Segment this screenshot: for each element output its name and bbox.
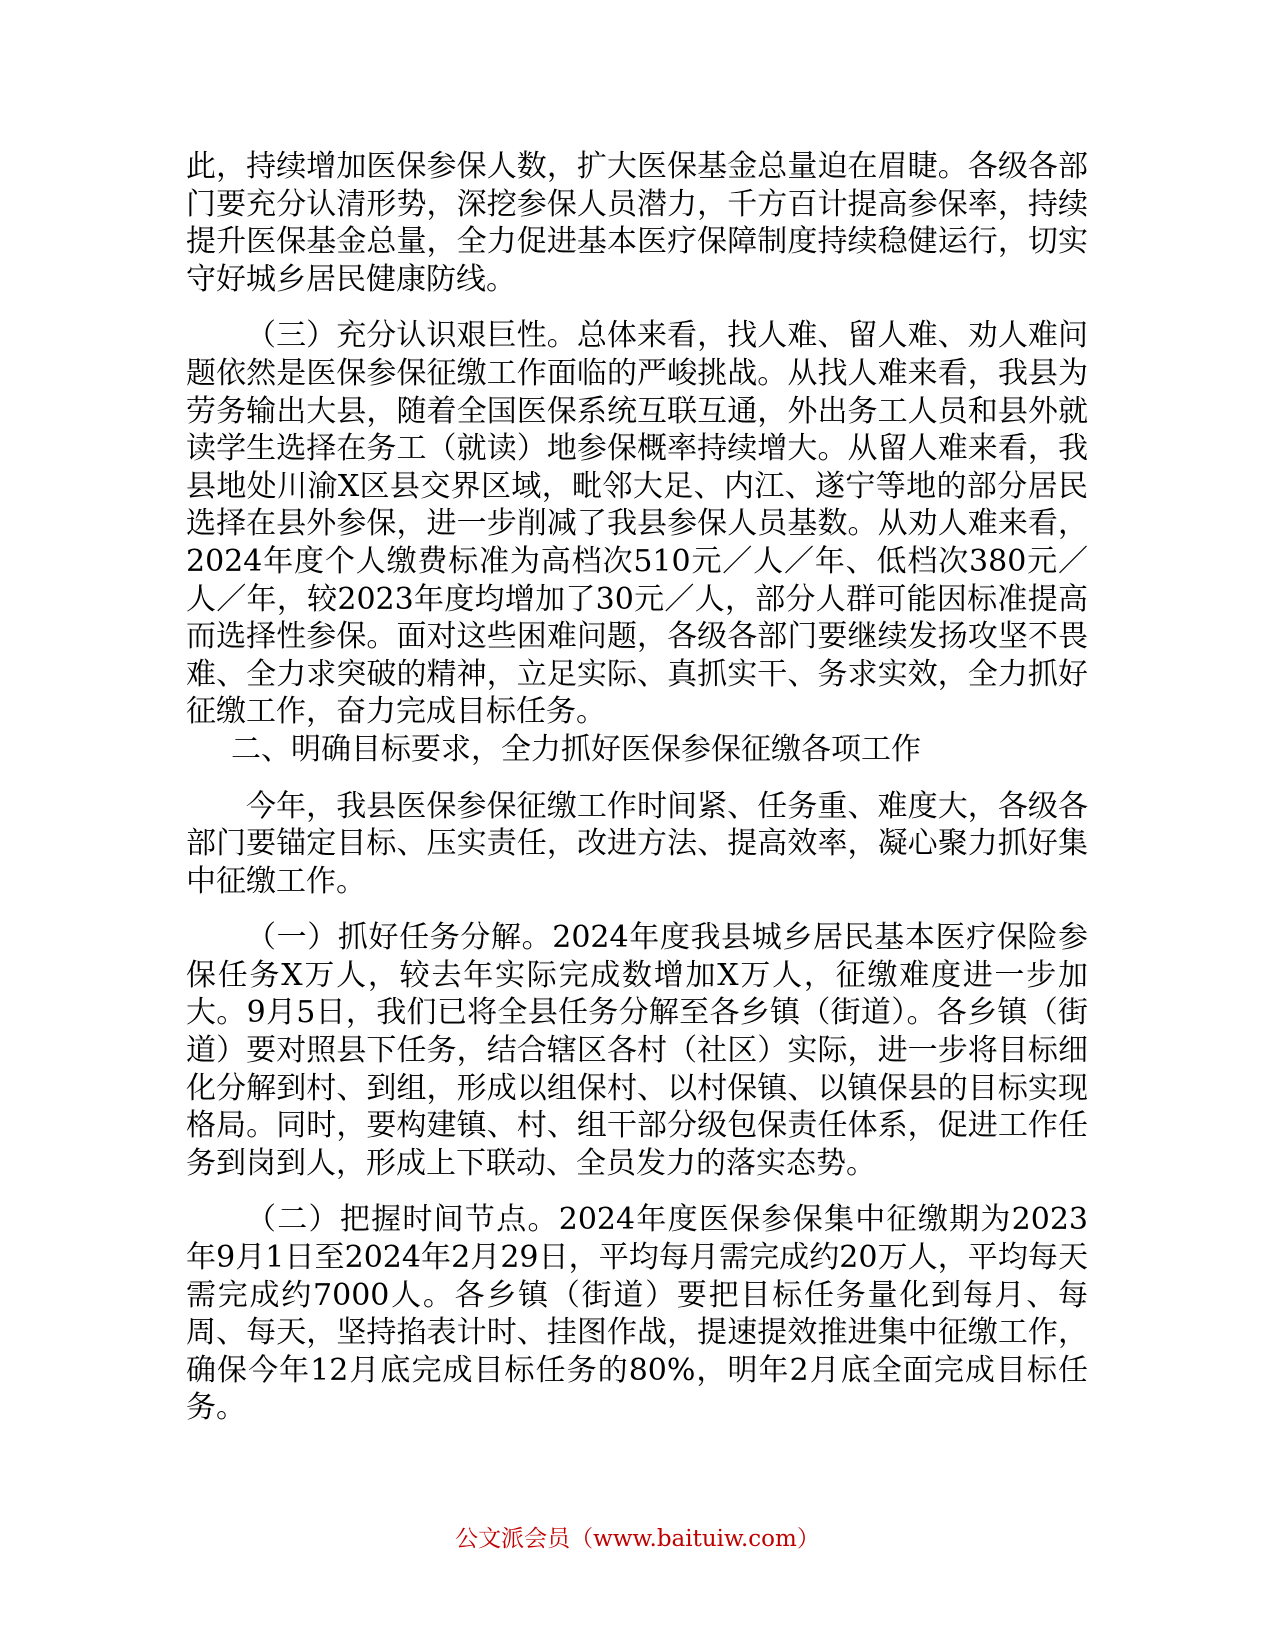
paragraph-intro-goals: 今年，我县医保参保征缴工作时间紧、任务重、难度大，各级各部门要锚定目标、压实责任，改进方法、提高效率，凝心聚力抓好集中征缴工作。 [186,788,1088,899]
footer-watermark: 公文派会员（www.baituiw.com） [455,1526,820,1552]
paragraph-task-breakdown: （一）抓好任务分解。2024年度我县城乡居民基本医疗保险参保任务X万人，较去年实际完成数增加X万人，征缴难度进一步加大。9月5日，我们已将全县任务分解至各乡镇（街道）。各乡镇（街道）要对照县下任务，结合辖区各村（社区）实际，进一步将目标细化分解到村、到组，形成以组保村、以村保镇、以镇保县的目标实现格局。同时，要构建镇、村、组干部分级包保责任体系，促进工作任务到岗到人，形成上下联动、全员发力的落实态势。 [186,920,1088,1181]
paragraph-section-three: （三）充分认识艰巨性。总体来看，找人难、留人难、劝人难问题依然是医保参保征缴工作面临的严峻挑战。从找人难来看，我县为劳务输出大县，随着全国医保系统互联互通，外出务工人员和县外就读学生选择在务工（就读）地参保概率持续增大。从留人难来看，我县地处川渝X区县交界区域，毗邻大足、内江、遂宁等地的部分居民选择在县外参保，进一步削减了我县参保人员基数。从劝人难来看，2024年度个人缴费标准为高档次510元／人／年、低档次380元／人／年，较2023年度均增加了30元／人，部分人群可能因标准提高而选择性参保。面对这些困难问题，各级各部门要继续发扬攻坚不畏难、全力求突破的精神，立足实际、真抓实干、务求实效，全力抓好征缴工作，奋力完成目标任务。 [186,318,1088,730]
paragraph-continuation: 此，持续增加医保参保人数，扩大医保基金总量迫在眉睫。各级各部门要充分认清形势，深挖参保人员潜力，千方百计提高参保率，持续提升医保基金总量，全力促进基本医疗保障制度持续稳健运行，切实守好城乡居民健康防线。 [186,149,1088,297]
document-body [186,148,1088,1427]
section-heading-two: 二、明确目标要求，全力抓好医保参保征缴各项工作 [231,731,921,767]
paragraph-time-nodes: （二）把握时间节点。2024年度医保参保集中征缴期为2023年9月1日至2024年2月29日，平均每月需完成约20万人，平均每天需完成约7000人。各乡镇（街道）要把目标任务量化到每月、每周、每天，坚持掐表计时、挂图作战，提速提效推进集中征缴工作，确保今年12月底完成目标任务的80%，明年2月底全面完成目标任务。 [186,1202,1088,1426]
